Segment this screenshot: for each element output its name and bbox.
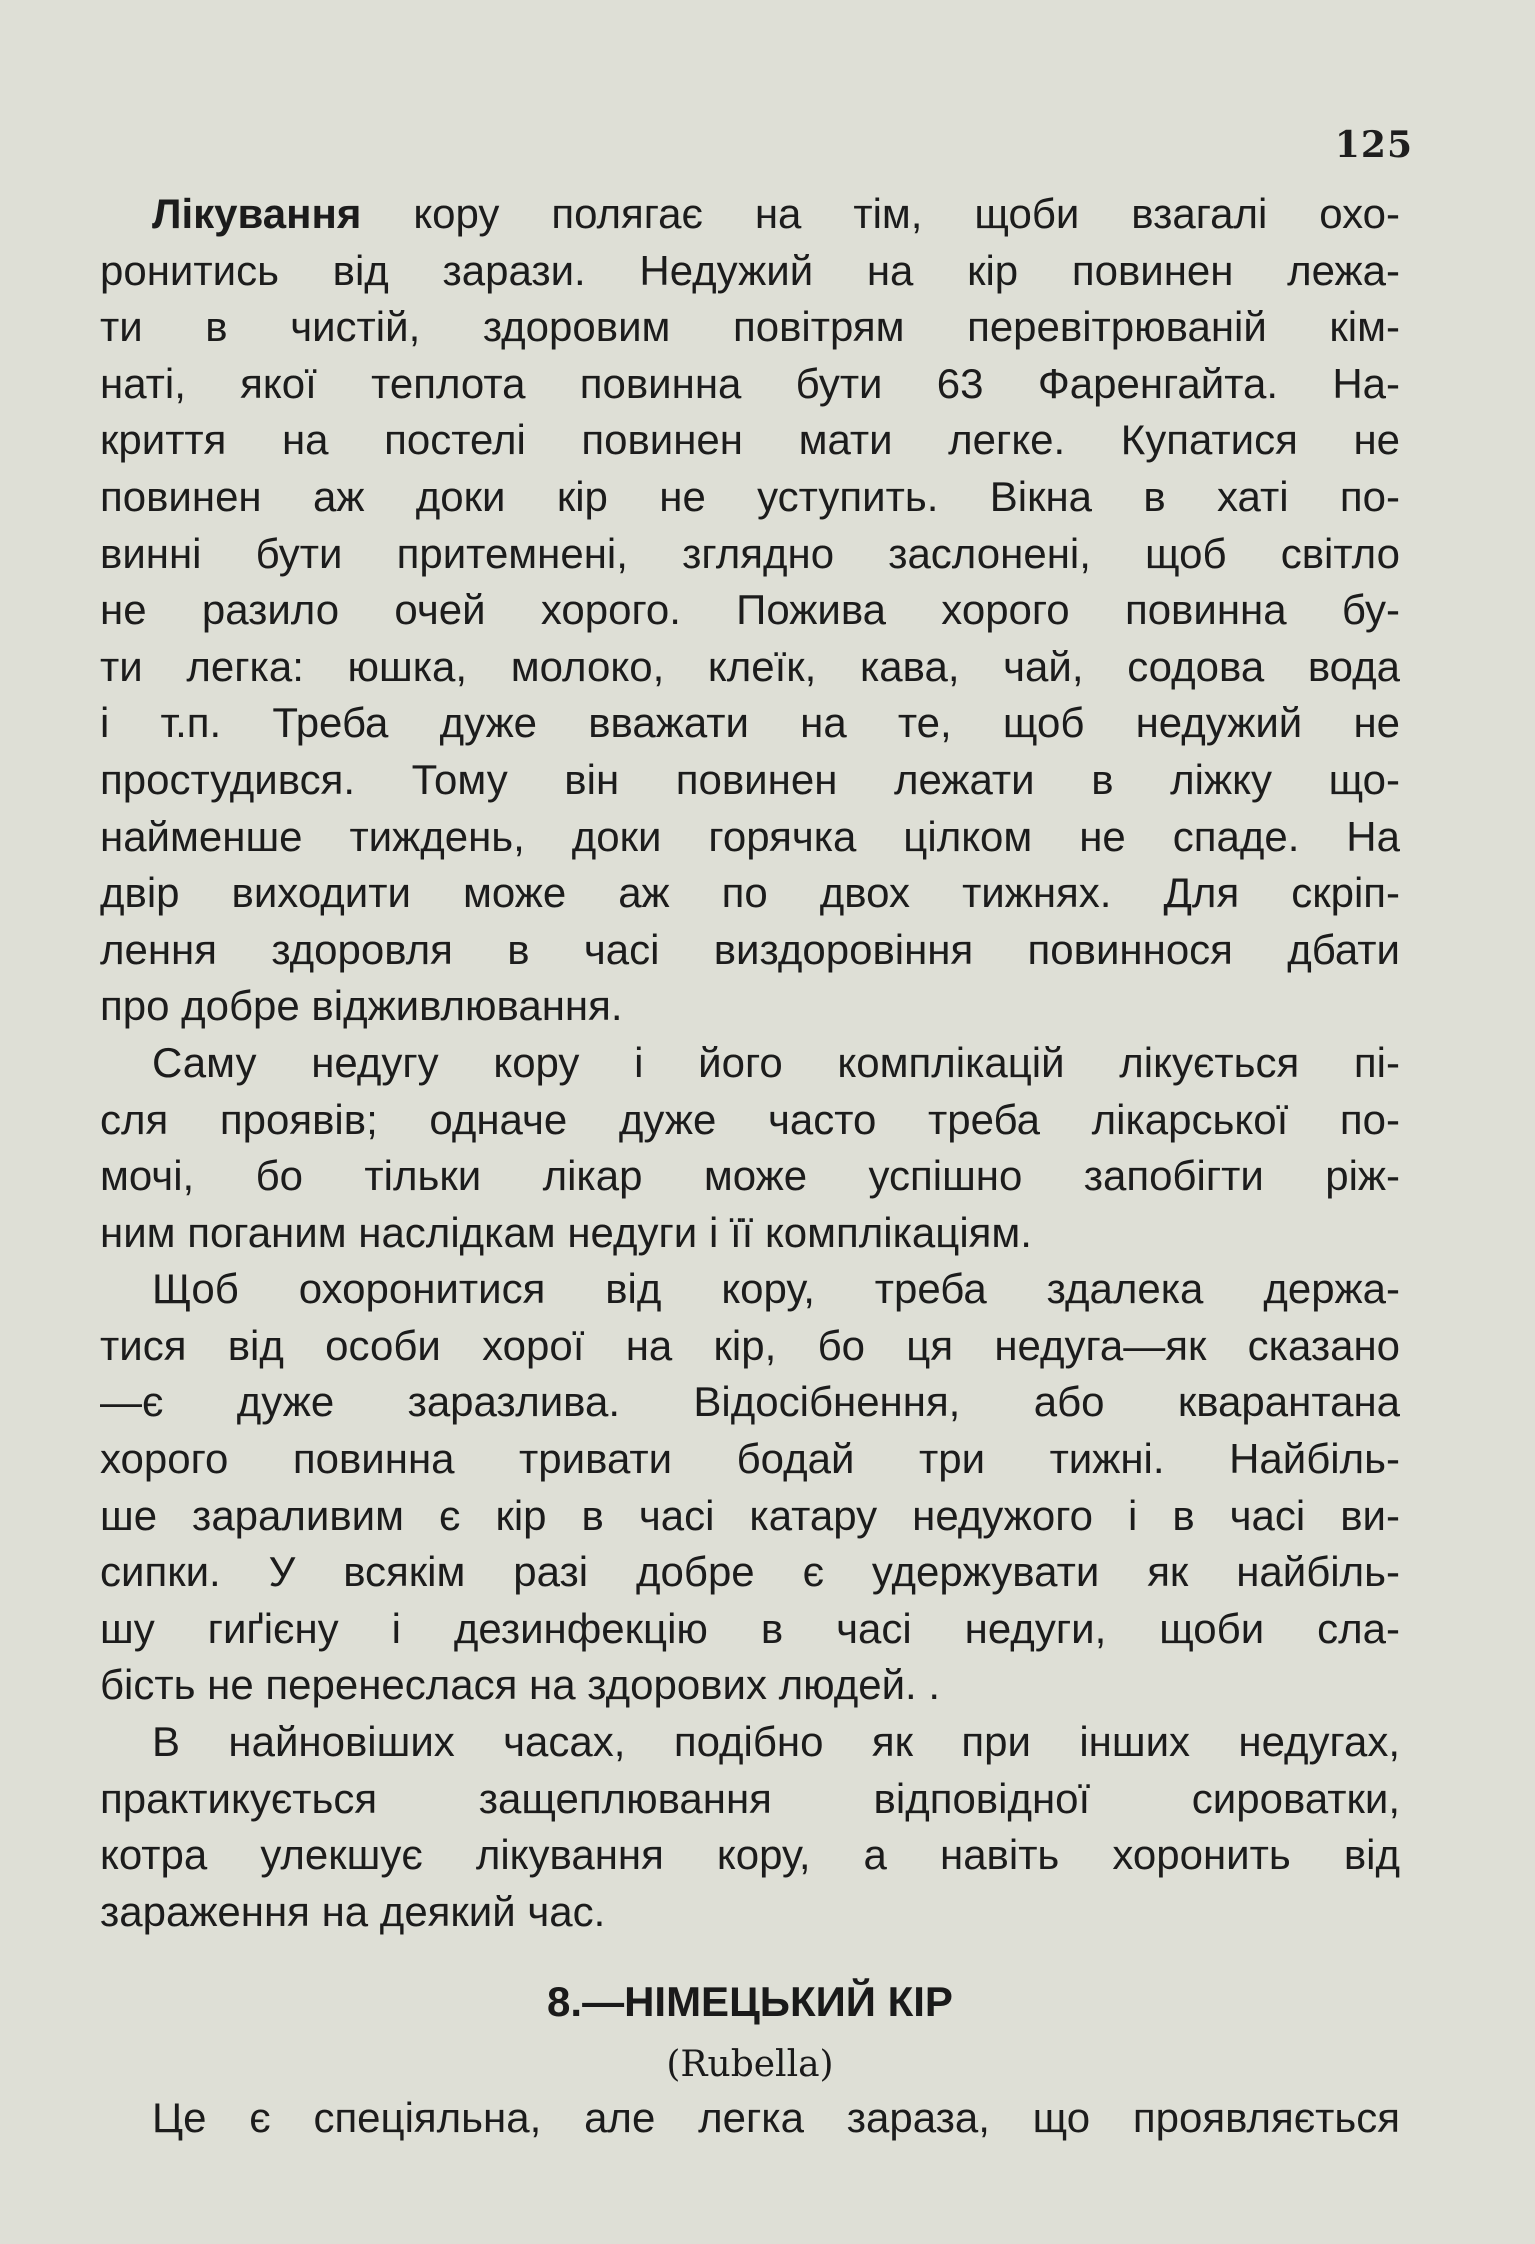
text-line: В найновіших часах, подібно як при інших недугах, — [152, 1718, 1400, 1766]
text-line: і т.п. Треба дуже вважати на те, щоб недужий не — [100, 699, 1400, 747]
text-line: двір виходити може аж по двох тижнях. Для скріп- — [100, 869, 1400, 917]
text-line: про добре відживлювання. — [100, 982, 623, 1030]
text-line: не разило очей хорого. Пожива хорого повинна бу- — [100, 586, 1400, 634]
text-line: зараження на деякий час. — [100, 1887, 606, 1935]
paragraph-serum — [100, 1714, 1400, 1940]
text-line: ти легка: юшка, молоко, клеїк, кава, чай, содова вода — [100, 642, 1400, 690]
text-line: найменше тиждень, доки горячка цілком не спаде. На — [100, 812, 1400, 860]
text-line: наті, якої теплота повинна бути 63 Фаренгайта. На- — [100, 359, 1400, 407]
paragraph-treatment — [100, 186, 1400, 1035]
text-line: ше зараливим є кір в часі катару недужого і в часі ви- — [100, 1491, 1400, 1539]
text-line: практикується защеплювання відповідної сироватки, — [100, 1774, 1400, 1822]
text-line: хорого повинна тривати бодай три тижні. Найбіль- — [100, 1435, 1400, 1483]
text-line: Саму недугу кору і його комплікацій лікується пі- — [152, 1038, 1400, 1086]
text-line: лення здоровля в часі виздоровіння повинноcя дбати — [100, 925, 1400, 973]
paragraph-complications — [100, 1035, 1400, 1261]
text-line: бість не перенеслася на здорових людей. . — [100, 1661, 941, 1709]
text-line: шу гиґієну і дезинфекцію в часі недуги, щоби сла- — [100, 1604, 1400, 1652]
text-line: криття на постелі повинен мати легке. Купатися не — [100, 416, 1400, 464]
text-line: повинен аж доки кір не уступить. Вікна в хаті по- — [100, 472, 1400, 520]
text-line: винні бути притемнені, зглядно заслонені, щоб світло — [100, 529, 1400, 577]
text-line: ним поганим наслідкам недуги і її комплікаціям. — [100, 1208, 1032, 1256]
text-line: —є дуже заразлива. Відосібнення, або кварантана — [100, 1378, 1400, 1426]
text-line: Лікування кору полягає на тім, щоби взагалі охо- — [152, 190, 1400, 237]
text-line: тися від особи хорої на кір, бо ця недуга—як сказано — [100, 1321, 1400, 1369]
page-number: 125 — [1334, 124, 1413, 166]
text-line: Це є спеціяльна, але легка зараза, що проявляється — [152, 2094, 1400, 2141]
text-line: ронитись від зарази. Недужий на кір повинен лежа- — [100, 246, 1400, 294]
section-heading: 8.—НІМЕЦЬКИЙ КІР — [547, 1978, 953, 2025]
text-line: ти в чистій, здоровим повітрям перевітрюваній кім- — [100, 303, 1400, 351]
text-line: Щоб охоронитися від кору, треба здалека держа- — [152, 1265, 1400, 1313]
text-line: простудився. Тому він повинен лежати в ліжку що- — [100, 755, 1400, 803]
section-subheading: (Rubella) — [666, 2044, 834, 2085]
text-line: котра улекшує лікування кору, а навіть хоронить від — [100, 1831, 1400, 1879]
text-line: сипки. У всякім разі добре є удержувати як найбіль- — [100, 1548, 1400, 1596]
section-first-paragraph — [100, 2090, 1400, 2147]
text-line: мочі, бо тільки лікар може успішно запобігти ріж- — [100, 1152, 1400, 1200]
text-line: сля проявів; одначе дуже часто треба лікарської по- — [100, 1095, 1400, 1143]
paragraph-prevention — [100, 1261, 1400, 1714]
lead-word: Лікування — [152, 190, 362, 237]
body-text — [100, 186, 1400, 1940]
